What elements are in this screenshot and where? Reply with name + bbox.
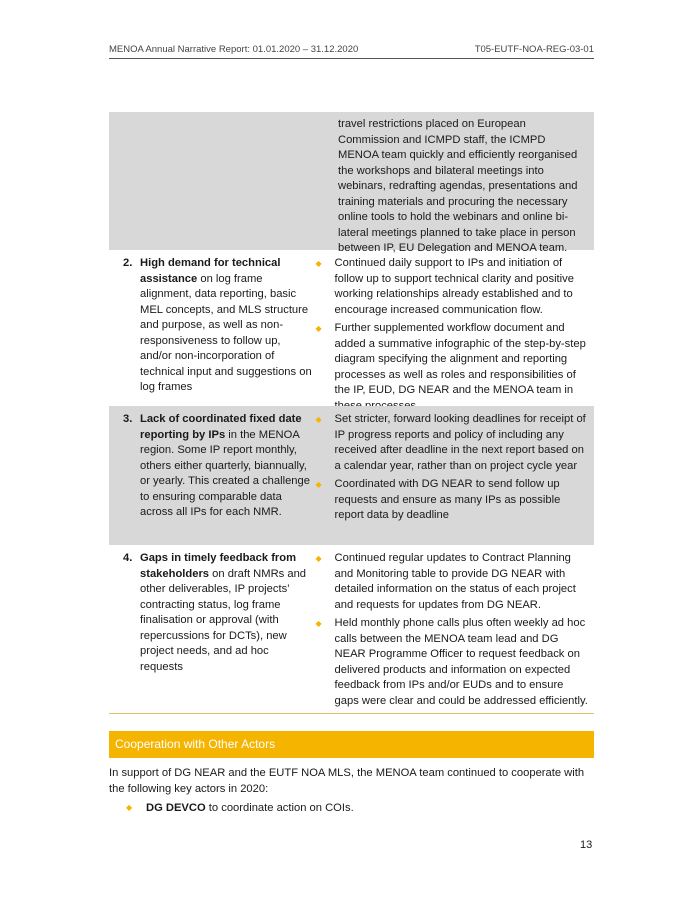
challenge-title: High demand for technical assistance [140, 257, 281, 285]
list-item: ◆ Set stricter, forward looking deadlines for receipt of IP progress reports and policy of including any received after deadline in the next report based on a calendar year, rather than on project cycle year [313, 412, 588, 474]
page-header [109, 44, 594, 55]
challenge-detail: on draft NMRs and other deliverables, IP projects’ contracting status, log frame finalisation or approval (with repercussions for DCTs), new project needs, and ad hoc requests [140, 567, 307, 673]
challenge-title: Lack of coordinated fixed date reporting by IPs [140, 413, 302, 441]
row-number: 3. [123, 413, 133, 425]
table-bottom-border [109, 713, 594, 714]
row-number: 4. [123, 552, 133, 564]
section-intro: In support of DG NEAR and the EUTF NOA MLS, the MENOA team continued to cooperate with the following key actors in 2020: [109, 767, 585, 795]
actor-name: DG DEVCO [146, 802, 206, 814]
table-cell-challenge [109, 545, 313, 713]
continued-text: travel restrictions placed on European Commission and ICMPD staff, the ICMPD MENOA team quickly and efficiently reorganised the workshops and bilateral meetings into webinars, redrafting agendas, presentations and training materials and procuring the necessary online tools to hold the webinars and online bi-lateral meetings planned to take place in person between IP, EU Delegation and MENOA team. [338, 118, 578, 254]
list-item: ◆ Further supplemented workflow document and added a summative infographic of the step-by-step diagram specifying the alignment and reporting processes as well as roles and responsibilities of the IP, EUD, DG NEAR and the MENOA team in [313, 321, 588, 414]
list-item: ◆ Held monthly phone calls plus often weekly ad hoc calls between the MENOA team lead and DG NEAR Programme Officer to request feedback on delivered products and information on expected feedback from IPs and/or EUDs and to ensure gaps were clear and could be addressed efficiently. [313, 616, 588, 709]
table-row-continued [109, 112, 594, 254]
row-number: 2. [123, 257, 133, 269]
diamond-bullet-icon: ◆ [315, 324, 322, 333]
table-cell-challenge [109, 406, 313, 545]
diamond-bullet-icon: ◆ [315, 554, 322, 563]
challenge-title: Gaps in timely feedback from stakeholders [140, 552, 297, 580]
actor-description: to coordinate action on COIs. [205, 802, 354, 814]
header-divider [109, 58, 594, 59]
list-item: ◆ Continued regular updates to Contract Planning and Monitoring table to provide DG NEAR with detailed information on the status of each project and requests for updates from DG NEAR. [313, 551, 588, 613]
challenge-detail: on log frame alignment, data reporting, basic MEL concepts, and MLS structure and purpose, as well as non-responsiveness to follow up, and/or non-incorporation of technical input and suggestions on log frames [140, 272, 312, 393]
section-heading: Cooperation with Other Actors [109, 731, 594, 758]
list-item [126, 800, 354, 816]
table-cell-challenge [109, 250, 313, 406]
header-reference-code: T05-EUTF-NOA-REG-03-01 [474, 44, 594, 55]
list-item: ◆ Coordinated with DG NEAR to send follow up requests and ensure as many IPs as possible report data by deadline [313, 477, 588, 524]
table-cell-response [313, 250, 594, 406]
diamond-bullet-icon: ◆ [315, 480, 322, 489]
page-number: 13 [580, 839, 593, 851]
table-cell-left [109, 112, 315, 250]
diamond-bullet-icon: ◆ [315, 619, 322, 628]
header-report-title: MENOA Annual Narrative Report: 01.01.2020 – 31.12.2020 [109, 44, 359, 55]
diamond-bullet-icon: ◆ [126, 803, 133, 812]
table-cell-right [315, 112, 594, 254]
table-row [109, 545, 594, 713]
diamond-bullet-icon: ◆ [315, 259, 322, 268]
list-item: ◆ Continued daily support to IPs and initiation of follow up to support technical clarity and positive working relationships already established and to encourage increased communication flow. [313, 256, 588, 318]
table-cell-response [313, 545, 594, 713]
diamond-bullet-icon: ◆ [315, 415, 322, 424]
table-row [109, 250, 594, 406]
table-cell-response [313, 406, 594, 545]
challenge-detail: in the MENOA region. Some IP report monthly, others either quarterly, biannually, or yearly. This created a challenge to ensuring comparable data across all IPs for each NMR. [140, 428, 310, 518]
table-row [109, 406, 594, 545]
challenges-table [109, 112, 594, 713]
